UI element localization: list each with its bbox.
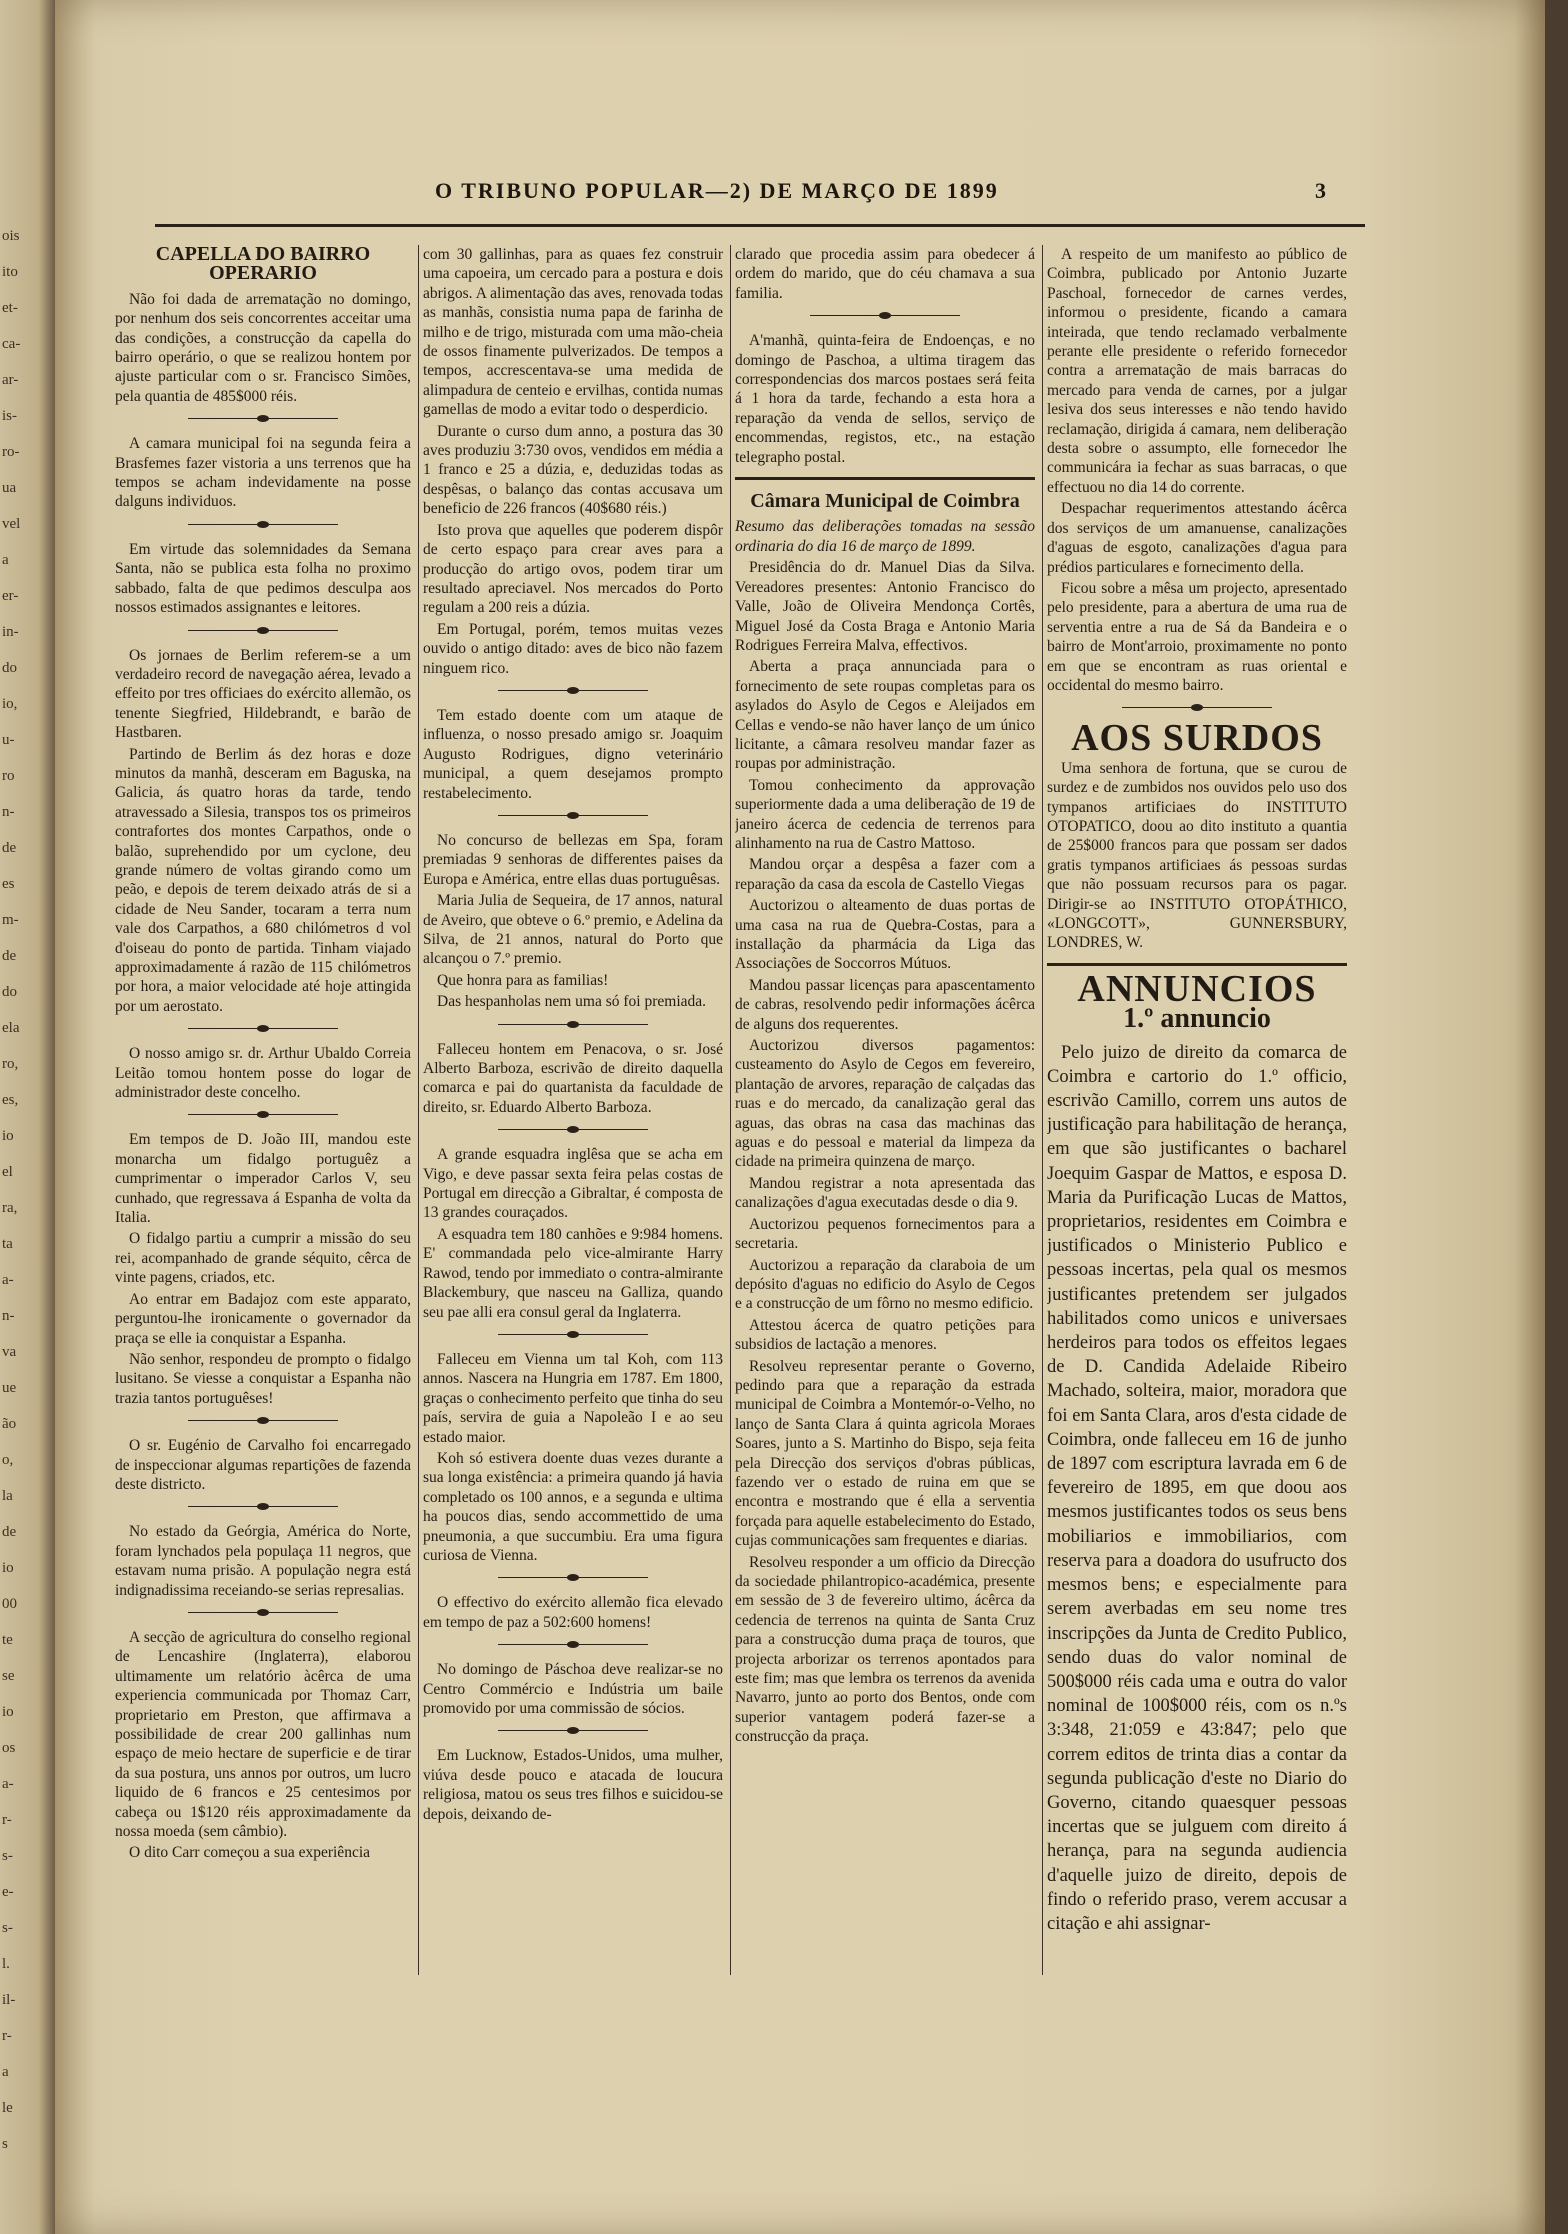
ornamental-separator [188,1606,338,1620]
prev-page-text-fragment: ar- [2,372,19,388]
prev-page-text-fragment: in- [2,624,19,640]
article-paragraph: Mandou orçar a despêsa a fazer com a reparação da casa da escola de Castello Viegas [735,856,1035,893]
article-paragraph: Falleceu em Vienna um tal Koh, com 113 annos. Nascera na Hungria em 1787. Em 1800, graças o conhecimento perfeito que tinha do seu país, servira de guia a Napoleão I e ao seu estado maior. [423,1350,723,1446]
article-paragraph: Resolveu responder a um officio da Direcção da sociedade philantropico-académica, presente em sessão de 3 de fevereiro ultimo, ácêrca da cedencia de terrenos na quinta de Santa Cruz para a construcção duma praça de touros, que projecta arborizar os terrenos apontados para este fim; mas que lembra os terrenos da avenida Navarro, junto ao porto dos Bentos, onde com superior vantagem poderá fazer-se a construcção da praça. [735,1553,1035,1746]
prev-page-text-fragment: ra, [2,1200,18,1216]
article-paragraph: Não senhor, respondeu de prompto o fidalgo lusitano. Se viesse a conquistar a Espanha não trazia tantos portuguêses! [115,1350,411,1407]
prev-page-text-fragment: 00 [2,1596,17,1612]
article-paragraph: Que honra para as familias! [437,971,609,989]
column-1 [115,245,411,1975]
article-paragraph: Mandou registrar a nota apresentada das canalizações d'agua executadas desde o dia 9. [735,1174,1035,1212]
article-paragraph: Em tempos de D. João III, mandou este monarcha um fidalgo portuguêz a cumprimentar o imperador Carlos V, seu cunhado, que regressava á Espanha de volta da Italia. [115,1131,411,1227]
large-heading: AOS SURDOS [1071,717,1323,760]
article-paragraph: O nosso amigo sr. dr. Arthur Ubaldo Correia Leitão tomou hontem posse do logar de administrador deste concelho. [115,1045,411,1102]
article-paragraph: Partindo de Berlim ás dez horas e doze minutos da manhã, desceram em Baguska, na Galicia, ás quatro horas da tarde, tendo atravessado a Silesia, transpos tos os primeiros contrafortes dos montes Carpathos, onde o balão, suprehendido por um cyclone, deu grande número de voltas girando como um peão, e depois de terem deixado atrás de si a cidade de Neu Sander, tocaram a terra num vale dos Carpathos, a 680 chilómetros d vol d'oiseau do ponto de partida. Tinham viajado approximadamente á razão de 115 chilómetros por hora, a maior velocidade até hoje attingida por um aerostato. [115,745,411,1015]
article-paragraph: O fidalgo partiu a cumprir a missão do seu rei, acompanhado de grande séquito, cêrca de vinte pagens, criados, etc. [115,1230,411,1287]
prev-page-text-fragment: de [2,1524,17,1540]
page-header-title: O TRIBUNO POPULAR—2) DE MARÇO DE 1899 [435,178,999,203]
prev-page-text-fragment: de [2,840,17,856]
ornamental-separator [498,1328,648,1342]
prev-page-text-fragment: m- [2,912,19,928]
article-paragraph: Durante o curso dum anno, a postura das 30 aves produziu 3:730 ovos, vendidos em média a 1 franco e 25 a dúzia, e, deduzidas todas as despêsas, o balanço das contas accusava um beneficio de 226 francos (40$680 réis.) [423,422,723,518]
article-paragraph: Auctorizou a reparação da claraboia de um depósito d'aguas no edificio do Asylo de Cegos e a construcção de um fôrno no mesmo edificio. [735,1256,1035,1313]
prev-page-text-fragment: r- [2,1812,12,1828]
section-rule [735,477,1035,480]
column-3 [735,245,1035,1975]
prev-page-text-fragment: ro [2,768,15,784]
section-heading: Câmara Municipal de Coimbra [750,490,1020,513]
article-paragraph: Em Portugal, porém, temos muitas vezes ouvido o antigo ditado: aves de bico não fazem ninguem rico. [423,620,723,677]
article-paragraph: Auctorizou o alteamento de duas portas de uma casa na rua de Quebra-Costas, para a installação da pharmácia da Liga das Associações de Soccorros Mútuos. [735,897,1035,973]
ornamental-separator [498,1123,648,1137]
article-paragraph: Despachar requerimentos attestando ácêrca dos serviços de um amanuense, canalizações d'aguas de esgoto, canalizações d'agua para prédios particulares e fornecimento della. [1047,500,1347,576]
column-divider [1042,245,1043,1975]
prev-page-text-fragment: ue [2,1380,17,1396]
prev-page-text-fragment: a [2,552,9,568]
column-4 [1047,245,1347,1975]
prev-page-text-fragment: a [2,2064,9,2080]
column-divider [730,245,731,1975]
prev-page-text-fragment: se [2,1668,15,1684]
prev-page-text-fragment: ua [2,480,17,496]
prev-page-text-fragment: o, [2,1452,14,1468]
prev-page-text-fragment: il- [2,1992,16,2008]
article-paragraph: Auctorizou diversos pagamentos: custeamento do Asylo de Cegos em fevereiro, plantação de arvores, reparação de calçadas das ruas e do mercado, da canalização geral das aguas, das obras na casa das machinas das aguas e do pessoal e material da limpeza da cidade na primeira quinzena de março. [735,1037,1035,1171]
prev-page-text-fragment: le [2,2100,13,2116]
article-paragraph: clarado que procedia assim para obedecer á ordem do marido, que do céu chamava a sua familia. [735,246,1035,302]
ornamental-separator [188,518,338,532]
article-paragraph: Maria Julia de Sequeira, de 17 annos, natural de Aveiro, que obteve o 6.º premio, e Adelina da Silva, de 21 annos, natural do Porto que alcançou o 7.º premio. [423,892,723,968]
ornamental-separator [188,1108,338,1122]
ornamental-separator [188,624,338,638]
notice-heading: 1.º annuncio [1123,1003,1271,1035]
article-paragraph: Das hespanholas nem uma só foi premiada. [437,993,707,1011]
subheading-text: Resumo das deliberações tomadas na sessão ordinaria do dia 16 de março de 1899. [735,518,1035,555]
prev-page-text-fragment: ca- [2,336,21,352]
article-paragraph: Os jornaes de Berlim referem-se a um verdadeiro record de navegação aérea, levado a effeito por tres officiaes do exército allemão, os tenente Siegfried, Hildebrandt, e barão de Hastbaren. [115,646,411,742]
prev-page-text-fragment: vel [2,516,21,532]
prev-page-text-fragment: ro, [2,1056,19,1072]
article-paragraph: Presidência do dr. Manuel Dias da Silva. Vereadores presentes: Antonio Francisco do Valle, João de Oliveira Mendonça Cortês, Miguel José da Costa Braga e Antonio Maria Rodrigues Ferreira Malva, effectivos. [735,559,1035,654]
article-paragraph: Isto prova que aquelles que poderem dispôr de certo espaço para crear aves para a producção do artigo ovos, podem tirar um resultado apreciavel. Nos mercados do Porto regulam a 200 reis a dúzia. [423,521,723,617]
article-paragraph: No domingo de Páschoa deve realizar-se no Centro Commércio e Indústria um baile promovido por uma commissão de sócios. [423,1661,723,1717]
prev-page-text-fragment: ta [2,1236,13,1252]
large-heading: ANNUNCIOS [1077,967,1317,1010]
prev-page-text-fragment: a- [2,1776,14,1792]
article-paragraph: Aberta a praça annunciada para o fornecimento de sete roupas completas para os asylados do Asylo de Cegos e Aleijados em Cellas e vendo-se não haver lanço de um único licitante, a câmara resolveu mandar fazer as roupas por administração. [735,658,1035,773]
article-paragraph: No estado da Geórgia, América do Norte, foram lynchados pela populaça 11 negros, que estavam numa prisão. A população negra está indignadissima receiando-se serias represalias. [115,1523,411,1599]
ornamental-separator [498,1638,648,1652]
article-paragraph: A esquadra tem 180 canhões e 9:984 homens. E' commandada pelo vice-almirante Harry Rawod, tendo por immediato o contra-almirante Blackembury, que nasceu na Galliza, quando seu pae alli era consul geral da Inglaterra. [423,1225,723,1321]
prev-page-text-fragment: a- [2,1272,14,1288]
article-paragraph: Uma senhora de fortuna, que se curou de surdez e de zumbidos nos ouvidos pelo uso dos tympanos artificiaes do INSTITUTO OTOPATICO, doou ao dito instituto a quantia de 25$000 francos para que possam ser dados gratis tympanos artificiaes ás pessoas surdas que não possuam recursos para os pagar. Dirigir-se ao INSTITUTO OTOPÁTHICO, «LONGCOTT», GUNNERSBURY, LONDRES, W. [1047,759,1347,952]
ornamental-separator [498,1724,648,1738]
prev-page-text-fragment: ão [2,1416,17,1432]
ornamental-separator [498,1018,648,1032]
article-paragraph: O sr. Eugénio de Carvalho foi encarregado de inspeccionar algumas repartições de fazenda deste districto. [115,1437,411,1493]
prev-page-text-fragment: io [2,1560,14,1576]
prev-page-text-fragment: io, [2,696,18,712]
prev-page-text-fragment: s- [2,1848,13,1864]
prev-page-text-fragment: la [2,1488,13,1504]
prev-page-text-fragment: r- [2,2028,12,2044]
section-heading: CAPELLA DO BAIRRO OPERARIO [155,245,371,285]
prev-page-text-fragment: s [2,2136,8,2152]
ornamental-separator [498,684,648,698]
prev-page-text-fragment: er- [2,588,19,604]
article-paragraph: O dito Carr começou a sua experiência [129,1844,371,1862]
article-paragraph: Em virtude das solemnidades da Semana Santa, não se publica esta folha no proximo sabbado, falta de que pedimos desculpa aos nossos estimados assignantes e leitores. [115,540,411,617]
prev-page-text-fragment: do [2,660,17,676]
prev-page-text-fragment: n- [2,1308,15,1324]
article-paragraph: Auctorizou pequenos fornecimentos para a secretaria. [735,1215,1035,1253]
article-paragraph: Tomou conhecimento da approvação superiormente dada a uma deliberação de 19 de janeiro ácerca de cedencia de terrenos para alinhamento na rua de Castro Mattoso. [735,776,1035,852]
prev-page-text-fragment: l. [2,1956,10,1972]
prev-page-text-fragment: e- [2,1884,14,1900]
notice-paragraph: Pelo juizo de direito da comarca de Coimbra e cartorio do 1.º officio, escrivão Camillo, correm uns autos de justificação para habilitação de herança, em que são justificantes o bacharel Joequim Gaspar de Mattos, e esposa D. Maria da Purificação Lucas de Mattos, proprietarios, residentes em Coimbra e justificados o Ministerio Publico e pessoas incertas, pela qual os mesmos justificantes pretendem ser julgados habilitados como unicos e universaes herdeiros para todos os effeitos legaes de D. Candida Adelaide Ribeiro Machado, solteira, maior, moradora que foi em Santa Clara, aros d'esta cidade de Coimbra, onde falleceu em 16 de junho de 1897 com escriptura lavrada em 6 de fevereiro de 1895, em que doou aos mesmos justificantes todos os seus bens mobiliarios e immobiliarios, com reserva para a doadora do usufructo dos mesmos bens; e especialmente para serem averbadas em seu nome tres inscripções da Junta de Credito Publico, sendo duas do valor nominal de 500$000 réis cada uma e outra do valor nominal de 100$000 réis, com os n.ºs 3:348, 21:059 e 43:847; pelo que correm editos de trinta dias a contar da segunda publicação d'este no Diario do Governo, citando quaesquer pessoas incertas que se julguem com direito á herança, para na segunda audiencia d'aquelle juizo de direito, depois de findo o referido praso, verem accusar a citação e ahi assignar- [1047,1042,1347,1934]
article-paragraph: O effectivo do exército allemão fica elevado em tempo de paz a 502:600 homens! [423,1594,723,1631]
article-paragraph: A respeito de um manifesto ao público de Coimbra, publicado por Antonio Juzarte Paschoal, fornecedor de carnes verdes, informou o presidente, ficando a camara inteirada, que tendo reclamado verbalmente perante elle presidente o referido fornecedor contra a arrematação de mais barracas do mercado para venda de carnes, por a julgar lesiva dos seus interesses e não tendo havido reclamação, dirigida á camara, nem deliberação desta sobre o assumpto, elle fornecedor lhe communicára ia fechar as suas barracas, o que effectuou no dia 14 do corrente. [1047,246,1347,496]
ornamental-separator [188,1414,338,1428]
article-paragraph: A secção de agricultura do conselho regional de Lencashire (Inglaterra), elaborou ultimamente um relatório àcêrca de uma experiencia communicada por Thomaz Carr, proprietario em Preston, que affirmava a possibilidade de crear 200 gallinhas num espaço de meio hectare de superficie e de tirar da sua postura, uns annos por outros, um lucro liquido de 6 francos e 25 centesimos por cabeça ou 1$120 réis approximadamente da nossa moeda (sem câmbio). [115,1628,411,1841]
article-paragraph: Attestou ácerca de quatro petições para subsidios de lactação a menores. [735,1316,1035,1354]
page-header [155,178,1355,208]
article-paragraph: A camara municipal foi na segunda feira a Brasfemes fazer vistoria a uns terrenos que ha tempos se acham indevidamente na posse dalguns individuos. [115,435,411,511]
prev-page-text-fragment: te [2,1632,13,1648]
ornamental-separator [188,1022,338,1036]
prev-page-text-fragment: ro- [2,444,20,460]
prev-page-text-fragment: de [2,948,17,964]
header-rule [155,224,1365,227]
prev-page-text-fragment: io [2,1704,14,1720]
prev-page-text-fragment: es [2,876,15,892]
article-paragraph: Ficou sobre a mêsa um projecto, apresentado pelo presidente, para a abertura de uma rua de serventia entre a rua de Sá da Bandeira e o bairro de Mont'arroio, proximamente no ponto em que se encontram as ruas oriental e occidental do mesmo bairro. [1047,579,1347,694]
ornamental-separator [810,309,960,323]
column-2 [423,245,723,1975]
ornamental-separator [498,1571,648,1585]
ornamental-separator [498,809,648,823]
prev-page-text-fragment: et- [2,300,18,316]
article-paragraph: Resolveu representar perante o Governo, pedindo para que a reparação da estrada municipal de Coimbra a Montemór-o-Velho, no lanço de Santa Clara á quinta agricola Moraes Soares, junto a S. Martinho do Bispo, seja feita pela Direcção dos serviços d'obras públicas, fazendo ver o estado de ruina em que se encontra e mostrando que é ella a serventia forçada para aquelle estabelecimento do Estado, cujas communicações sam frequentes e diarias. [735,1357,1035,1550]
prev-page-text-fragment: ito [2,264,18,280]
prev-page-text-fragment: n- [2,804,15,820]
prev-page-text-fragment: el [2,1164,13,1180]
article-paragraph: Ao entrar em Badajoz com este apparato, perguntou-lhe ironicamente o governador da praça se elle ia conquistar a Espanha. [115,1290,411,1347]
prev-page-text-fragment: es, [2,1092,19,1108]
prev-page-text-fragment: io [2,1128,14,1144]
previous-page-edge [0,0,55,2234]
prev-page-text-fragment: is- [2,408,17,424]
article-paragraph: Mandou passar licenças para apascentamento de cabras, resolvendo pedir informações ácêrca de alguns dos requerentes. [735,976,1035,1033]
prev-page-text-fragment: do [2,984,17,1000]
prev-page-text-fragment: os [2,1740,16,1756]
prev-page-text-fragment: u- [2,732,15,748]
section-rule [1047,963,1347,966]
prev-page-text-fragment: s- [2,1920,13,1936]
newspaper-page [55,0,1545,2234]
ornamental-separator [188,1500,338,1514]
article-paragraph: Falleceu hontem em Penacova, o sr. José Alberto Barboza, escrivão de direito daquella comarca e pai do quartanista da faculdade de direito, sr. Eduardo Alberto Barboza. [423,1040,723,1116]
prev-page-text-fragment: ois [2,228,20,244]
article-paragraph: Koh só estivera doente duas vezes durante a sua longa existência: a primeira quando já havia completado os 100 annos, e a segunda e ultima ha poucos dias, sendo accommettido de uma pneumonia, a que succumbiu. Era uma figura curiosa de Vienna. [423,1449,723,1564]
ornamental-separator [1122,701,1272,715]
article-paragraph: Não foi dada de arrematação no domingo, por nenhum dos seis concorrentes acceitar uma das condições, a construcção da capella do bairro operário, o que se realizou hontem por ajuste particular com o sr. Francisco Simões, pela quantia de 485$000 réis. [115,290,411,405]
ornamental-separator [188,412,338,426]
article-paragraph: No concurso de bellezas em Spa, foram premiadas 9 senhoras de differentes paises da Europa e América, entre ellas duas portuguêsas. [423,831,723,888]
article-paragraph: Em Lucknow, Estados-Unidos, uma mulher, viúva desde pouco e atacada de loucura religiosa, matou os seus tres filhos e suicidou-se depois, deixando de- [423,1747,723,1823]
article-paragraph: Tem estado doente com um ataque de influenza, o nosso presado amigo sr. Joaquim Augusto Rodrigues, digno veterinário municipal, a quem desejamos prompto restabelecimento. [423,706,723,802]
column-divider [418,245,419,1975]
article-paragraph: A'manhã, quinta-feira de Endoenças, e no domingo de Paschoa, a ultima tiragem das correspondencias dos marcos postaes será feita á 1 hora da tarde, fechando a esta hora a reparação da venda de sellos, serviço de encommendas, registos, etc., na estação telegrapho postal. [735,332,1035,466]
prev-page-text-fragment: va [2,1344,17,1360]
page-number: 3 [1315,178,1328,203]
article-paragraph: A grande esquadra inglêsa que se acha em Vigo, e deve passar sexta feira pelas costas de Portugal em direcção a Gibraltar, é composta de 13 grandes couraçados. [423,1146,723,1222]
article-paragraph: com 30 gallinhas, para as quaes fez construir uma capoeira, um cercado para a postura e dois abrigos. A alimentação das aves, renovada todas as manhãs, consistia numa papa de farinha de milho e de trigo, misturada com uma mão-cheia de ossos finamente pulverizados. De tempos a tempos, accrescentava-se uma medida de alimpadura de centeio e ervilhas, contida numas gamellas de modo a evitar todo o desperdicio. [423,246,723,419]
prev-page-text-fragment: ela [2,1020,20,1036]
